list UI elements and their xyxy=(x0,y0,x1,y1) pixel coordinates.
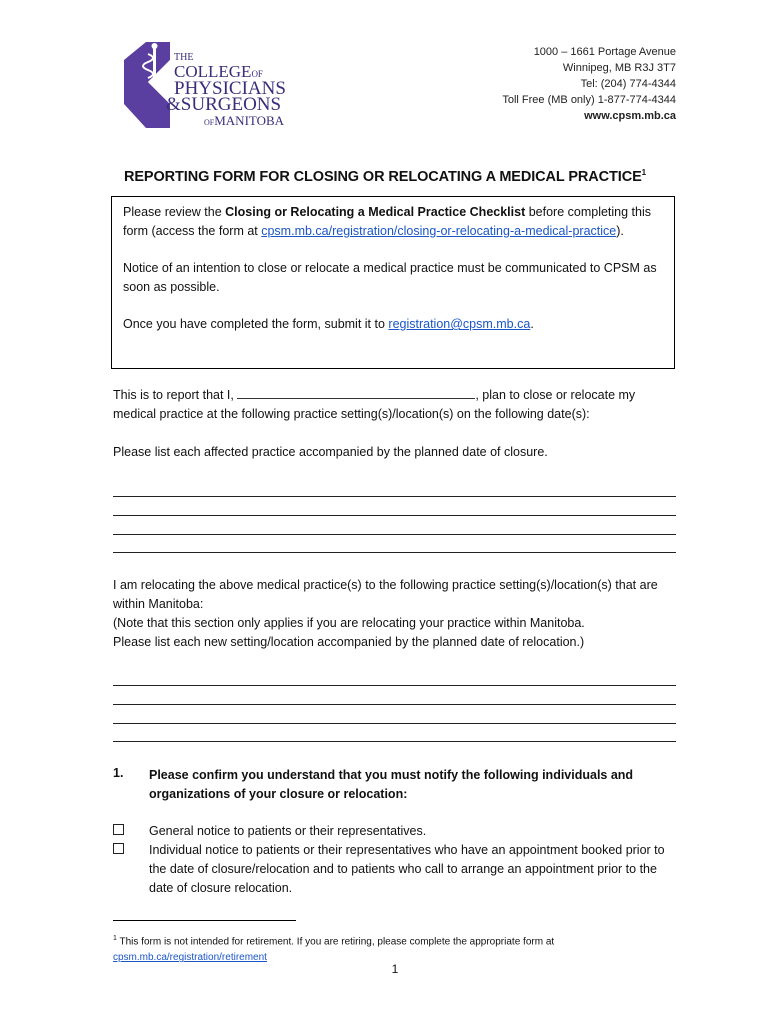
address-tel: Tel: (204) 774-4344 xyxy=(580,78,676,90)
checklist-title: Closing or Relocating a Medical Practice Checklist xyxy=(225,205,526,219)
closing-checklist-link[interactable]: cpsm.mb.ca/registration/closing-or-relocating-a-medical-practice xyxy=(261,224,617,238)
closure-entry-line-2[interactable] xyxy=(113,515,676,516)
closure-entry-line-4[interactable] xyxy=(113,552,676,553)
title-footnote-ref: 1 xyxy=(641,168,647,177)
instr-p1-mid: before completing this form (access the form at xyxy=(123,205,651,238)
instructions-paragraph-3 xyxy=(123,315,663,334)
relocating-line-1: I am relocating the above medical practice(s) to the following practice setting(s)/location(s) that are within Manitoba: xyxy=(113,578,658,611)
checklist-item-general-notice: General notice to patients or their representatives. xyxy=(149,824,427,838)
question-1-number: 1. xyxy=(113,766,124,780)
instr-p3-pre: Once you have completed the form, submit it to xyxy=(123,317,389,331)
logo-line-manitoba xyxy=(204,112,284,130)
question-1-text: Please confirm you understand that you must notify the following individuals and organizations of your closure or relocation: xyxy=(149,768,634,801)
instructions-box xyxy=(111,196,675,369)
footnote-separator xyxy=(113,920,296,921)
logo-ampersand: & xyxy=(166,94,181,115)
closure-entry-line-3[interactable] xyxy=(113,534,676,535)
list-instruction: Please list each affected practice accompanied by the planned date of closure. xyxy=(113,445,548,459)
logo-surgeons: SURGEONS xyxy=(180,94,282,115)
logo-of: OF xyxy=(251,69,263,79)
instr-p3-post: . xyxy=(530,317,534,331)
instructions-paragraph-1 xyxy=(123,203,663,241)
report-pre: This is to report that I, xyxy=(113,388,238,402)
relocation-entry-line-1[interactable] xyxy=(113,685,676,686)
relocation-entry-line-3[interactable] xyxy=(113,723,676,724)
logo-the: THE xyxy=(174,52,194,63)
address-line-2: Winnipeg, MB R3J 3T7 xyxy=(562,62,676,74)
footnote-marker: 1 xyxy=(113,935,117,942)
page-number: 1 xyxy=(391,962,399,976)
instructions-paragraph-2: Notice of an intention to close or relocate a medical practice must be communicated to CPSM as soon as possible. xyxy=(123,261,657,294)
relocation-entry-line-4[interactable] xyxy=(113,741,676,742)
instr-p1-post: ). xyxy=(616,224,624,238)
relocating-note: (Note that this section only applies if you are relocating your practice within Manitoba. xyxy=(113,616,585,630)
logo-of-2: OF xyxy=(204,118,215,127)
instr-p1-pre: Please review the xyxy=(123,205,226,219)
page-title xyxy=(0,168,770,185)
address-line-1: 1000 – 1661 Portage Avenue xyxy=(533,46,676,58)
relocating-instruction: Please list each new setting/location accompanied by the planned date of relocation.) xyxy=(113,635,585,649)
cpsm-logo xyxy=(112,40,312,130)
physician-name-field[interactable] xyxy=(237,386,475,399)
address-block xyxy=(502,44,676,124)
retirement-form-link[interactable]: cpsm.mb.ca/registration/retirement xyxy=(113,952,267,964)
title-text: REPORTING FORM FOR CLOSING OR RELOCATING A MEDICAL PRACTICE xyxy=(123,168,642,185)
address-toll-free: Toll Free (MB only) 1-877-774-4344 xyxy=(502,94,676,106)
relocation-entry-line-2[interactable] xyxy=(113,704,676,705)
registration-email-link[interactable]: registration@cpsm.mb.ca xyxy=(388,317,531,331)
report-statement xyxy=(113,386,678,424)
checklist-item-individual-notice: Individual notice to patients or their representatives who have an appointment booked prior to the date of closure/relocation and to patients who call to arrange an appointment prior to the date of closure relocation. xyxy=(149,843,665,895)
footnote-text: This form is not intended for retirement. If you are retiring, please complete the appropriate form at xyxy=(116,936,555,948)
checkbox-individual-notice[interactable] xyxy=(113,843,124,854)
relocating-statement xyxy=(113,576,678,652)
closure-entry-line-1[interactable] xyxy=(113,496,676,497)
report-post: , plan to close or relocate my medical practice at the following practice setting(s)/location(s) on the following date(s): xyxy=(113,388,636,421)
address-website: www.cpsm.mb.ca xyxy=(584,110,676,122)
checkbox-general-notice[interactable] xyxy=(113,824,124,835)
logo-physicians: PHYSICIANS xyxy=(174,78,286,99)
logo-manitoba: MANITOBA xyxy=(214,113,285,128)
logo-college: COLLEGE xyxy=(174,62,252,81)
